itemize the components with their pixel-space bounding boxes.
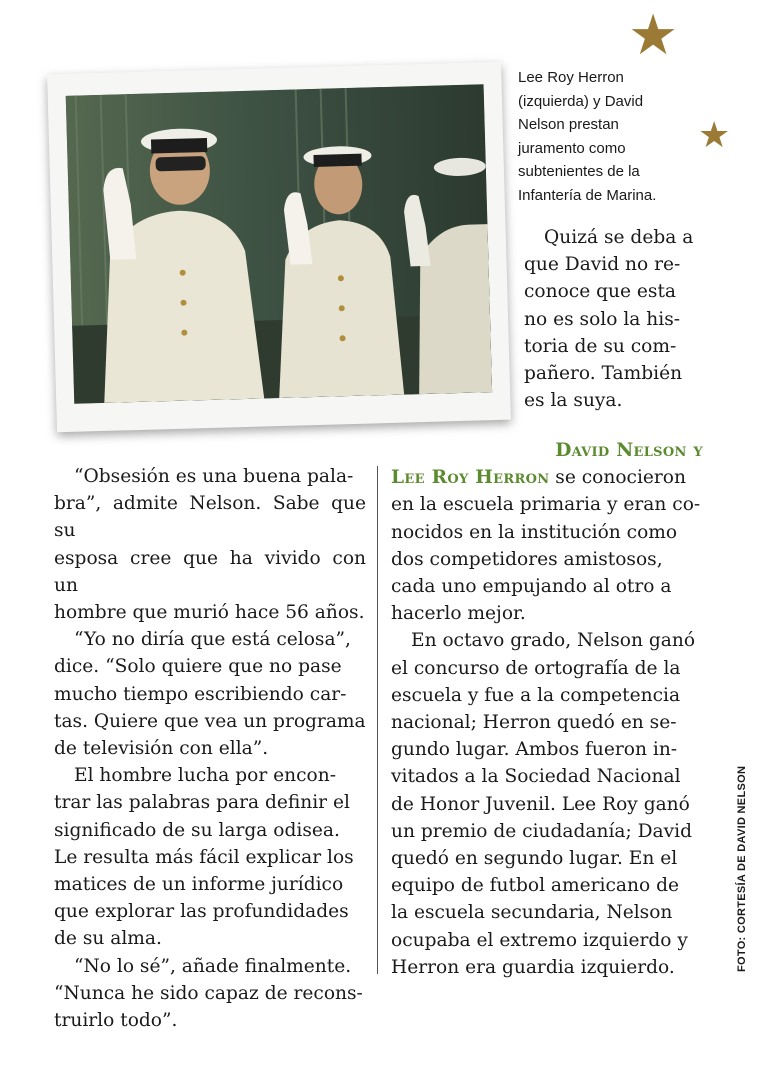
section-lead-heading: David Nelson y — [555, 440, 703, 461]
photo-caption: Lee Roy Herron (izquierda) y David Nelson prestan juramento como subtenientes de la Infantería de Marina. — [518, 69, 657, 204]
column-divider — [377, 466, 378, 974]
paragraph: El hombre lucha por encon- trar las palabras para definir el significado de su larga odisea. Le resulta más fácil explicar los matices de un informe jurídico que explorar las profundidades de su alma. — [54, 765, 354, 950]
right-column — [391, 437, 703, 981]
paragraph: “Yo no diría que está celosa”, dice. “Solo quiere que no pase mucho tiempo escribiendo car- tas. Quiere que vea un programa de televisión con ella”. — [54, 629, 366, 760]
photo-credit: FOTO: CORTESÍA DE DAVID NELSON — [736, 765, 748, 972]
paragraph: “Obsesión es una buena pala- bra”, admite Nelson. Sabe que su esposa cree que ha vivido con un hombre que murió hace 56 años. — [54, 466, 366, 624]
paragraph: Lee Roy Herron se conocieron en la escuela primaria y eran co- nocidos en la institución como dos competidores amistosos, cada uno empujando al otro a hacerlo mejor. — [391, 467, 701, 625]
left-column — [54, 463, 366, 1034]
lead-name: Lee Roy Herron — [391, 467, 550, 489]
star-icon: ★ — [628, 3, 679, 68]
paragraph: “No lo sé”, añade finalmente. “Nunca he sido capaz de recons- truirlo todo”. — [54, 955, 363, 1032]
photo-frame — [47, 62, 511, 433]
photo — [66, 84, 492, 404]
star-icon: ★ — [698, 115, 731, 156]
side-paragraph-text: Quizá se deba a que David no re- conoce que esta no es solo la his- toria de su com- pañero. También es la suya. — [524, 227, 694, 412]
photo-officers-illustration — [66, 84, 492, 404]
paragraph: En octavo grado, Nelson ganó el concurso de ortografía de la escuela y fue a la competencia nacional; Herron quedó en se- gundo lugar. Ambos fueron in- vitados a la Sociedad Nacional de Honor Juvenil. Lee Roy ganó un premio de ciudadanía; David quedó en segundo lugar. En el equipo de futbol americano de la escuela secundaria, Nelson ocupaba el extremo izquierdo y Herron era guardia izquierdo. — [391, 630, 696, 978]
side-paragraph — [524, 224, 702, 414]
